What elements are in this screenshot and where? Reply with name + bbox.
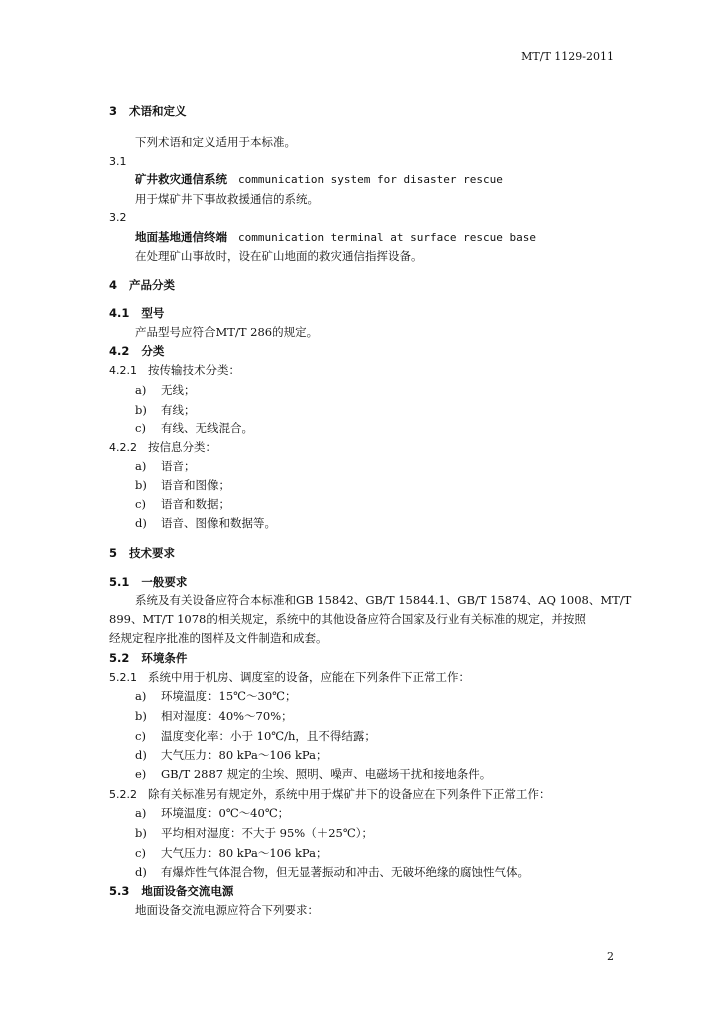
list-marker: c)	[135, 729, 146, 743]
clause-4-2-heading	[109, 343, 164, 359]
list-text: GB/T 2887 规定的尘埃、照明、噪声、电磁场干扰和接地条件。	[161, 767, 492, 781]
clause-title: 一般要求	[141, 575, 188, 589]
list-item	[135, 477, 230, 493]
list-text: 有爆炸性气体混合物，但无显著振动和冲击、无破坏绝缘的腐蚀性气体。	[161, 865, 529, 879]
clause-5-2-1-heading	[109, 669, 470, 686]
clause-title: 除有关标准另有规定外，系统中用于煤矿井下的设备应在下列条件下正常工作：	[147, 787, 551, 801]
clause-number: 4.1	[109, 306, 130, 320]
list-text: 语音；	[161, 459, 196, 473]
list-item	[135, 382, 196, 398]
clause-number: 5.1	[109, 575, 130, 589]
clause-5-2-heading	[109, 650, 187, 666]
clause-title: 环境条件	[141, 651, 188, 665]
list-text: 语音和图像；	[161, 478, 230, 492]
section-number: 5	[109, 546, 118, 560]
clause-3-1-term	[135, 171, 503, 188]
section-number: 3	[109, 104, 118, 118]
section-5-heading	[109, 545, 175, 561]
list-marker: d)	[135, 516, 147, 530]
list-item	[135, 845, 328, 861]
list-marker: b)	[135, 478, 147, 492]
list-item	[135, 747, 328, 763]
list-text: 大气压力：80 kPa～106 kPa；	[161, 846, 328, 860]
clause-title: 按信息分类：	[147, 440, 217, 454]
clause-3-2-definition: 在处理矿山事故时，设在矿山地面的救灾通信指挥设备。	[135, 249, 423, 263]
list-text: 语音、图像和数据等。	[161, 516, 276, 530]
standard-code-header: MT/T 1129-2011	[521, 50, 614, 63]
clause-number: 5.2.1	[109, 671, 137, 684]
clause-4-1-text: 产品型号应符合MT/T 286的规定。	[135, 325, 319, 339]
term-en: communication system for disaster rescue	[237, 173, 503, 186]
list-item	[135, 458, 196, 474]
paragraph-line: 经规定程序批准的图样及文件制造和成套。	[109, 631, 328, 645]
list-marker: d)	[135, 865, 147, 879]
list-text: 语音和数据；	[161, 497, 230, 511]
list-marker: a)	[135, 459, 147, 473]
list-text: 平均相对湿度：不大于 95%（＋25℃）；	[161, 826, 373, 840]
list-item	[135, 515, 276, 531]
section-3-heading	[109, 103, 187, 119]
section-title: 术语和定义	[129, 104, 187, 118]
paragraph-line: 系统及有关设备应符合本标准和GB 15842、GB/T 15844.1、GB/T 15874、AQ 1008、MT/T	[135, 593, 632, 607]
list-marker: b)	[135, 826, 147, 840]
clause-number: 5.2.2	[109, 788, 137, 801]
list-marker: c)	[135, 846, 146, 860]
list-text: 相对湿度：40%～70%；	[161, 709, 293, 723]
clause-3-1-number: 3.1	[109, 155, 127, 168]
clause-4-1-heading	[109, 305, 164, 321]
list-marker: d)	[135, 748, 147, 762]
list-marker: b)	[135, 403, 147, 417]
clause-title: 分类	[141, 344, 165, 358]
clause-number: 5.3	[109, 884, 130, 898]
section-3-intro: 下列术语和定义适用于本标准。	[135, 135, 296, 149]
clause-5-2-2-heading	[109, 786, 550, 803]
section-title: 技术要求	[129, 546, 176, 560]
term-cn: 矿井救灾通信系统	[135, 172, 227, 186]
list-text: 有线；	[161, 403, 196, 417]
clause-3-1-definition: 用于煤矿井下事故救援通信的系统。	[135, 192, 319, 206]
page-number: 2	[607, 950, 614, 963]
list-marker: b)	[135, 709, 147, 723]
clause-3-2-number: 3.2	[109, 211, 127, 224]
clause-number: 4.2.2	[109, 441, 137, 454]
list-item	[135, 708, 293, 724]
term-cn: 地面基地通信终端	[135, 230, 227, 244]
list-text: 大气压力：80 kPa～106 kPa；	[161, 748, 328, 762]
list-item	[135, 864, 529, 880]
clause-title: 地面设备交流电源	[141, 884, 234, 898]
list-marker: c)	[135, 421, 146, 435]
list-text: 温度变化率：小于 10℃/h，且不得结露；	[161, 729, 376, 743]
section-4-heading	[109, 277, 175, 293]
paragraph-line: 899、MT/T 1078的相关规定，系统中的其他设备应符合国家及行业有关标准的规定，并按照	[109, 612, 586, 626]
list-text: 有线、无线混合。	[161, 421, 253, 435]
list-marker: a)	[135, 806, 147, 820]
clause-number: 4.2.1	[109, 364, 137, 377]
list-text: 无线；	[161, 383, 196, 397]
list-item	[135, 420, 253, 436]
clause-number: 5.2	[109, 651, 130, 665]
list-text: 环境温度：0℃～40℃；	[161, 806, 290, 820]
clause-3-2-term	[135, 229, 536, 246]
clause-5-1-heading	[109, 574, 187, 590]
clause-number: 4.2	[109, 344, 130, 358]
list-item	[135, 825, 373, 841]
list-item	[135, 805, 289, 821]
list-item	[135, 688, 297, 704]
list-item	[135, 402, 196, 418]
term-en: communication terminal at surface rescue base	[237, 231, 536, 244]
clause-4-2-1-heading	[109, 362, 240, 379]
list-item	[135, 766, 491, 782]
section-number: 4	[109, 278, 118, 292]
clause-title: 按传输技术分类：	[147, 363, 240, 377]
list-marker: a)	[135, 689, 147, 703]
section-title: 产品分类	[129, 278, 176, 292]
list-marker: c)	[135, 497, 146, 511]
clause-title: 系统中用于机房、调度室的设备，应能在下列条件下正常工作：	[147, 670, 470, 684]
list-marker: e)	[135, 767, 147, 781]
list-item	[135, 496, 230, 512]
list-text: 环境温度：15℃～30℃；	[161, 689, 297, 703]
clause-4-2-2-heading	[109, 439, 217, 456]
list-marker: a)	[135, 383, 147, 397]
clause-5-3-text: 地面设备交流电源应符合下列要求：	[135, 903, 319, 917]
list-item	[135, 728, 376, 744]
clause-title: 型号	[141, 306, 165, 320]
clause-5-3-heading	[109, 883, 233, 899]
